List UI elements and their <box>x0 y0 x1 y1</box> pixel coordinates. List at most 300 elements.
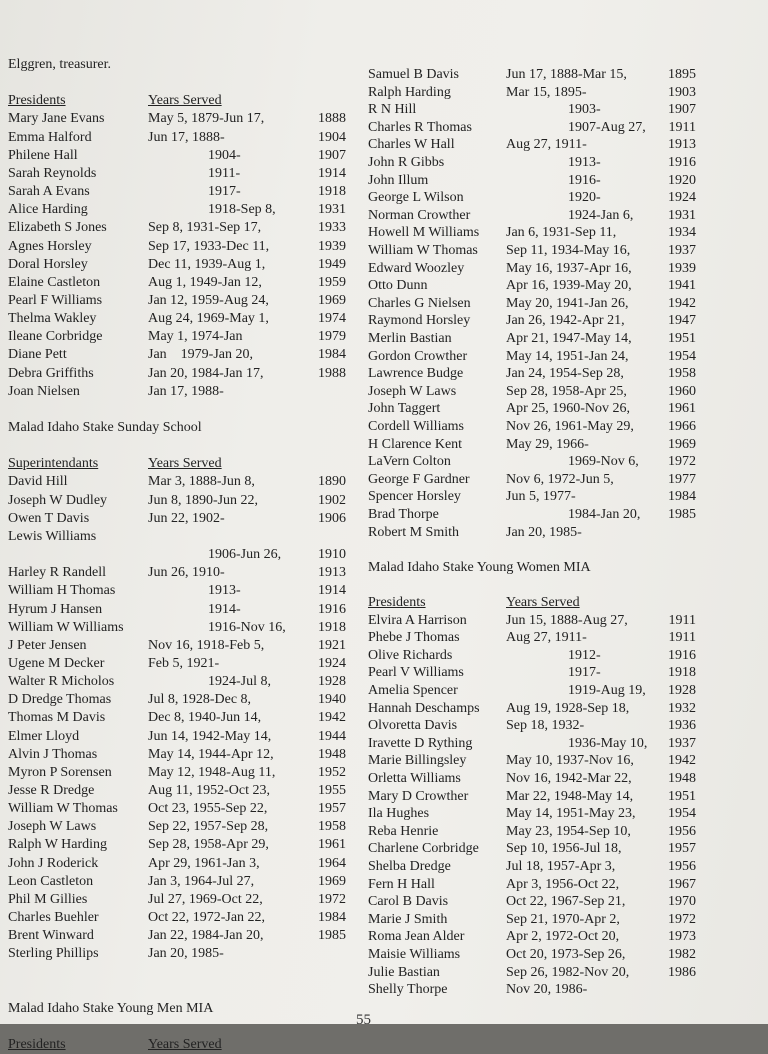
person-name: Ugene M Decker <box>8 655 105 671</box>
end-year: 1979 <box>318 329 346 345</box>
end-year: 1948 <box>318 746 346 762</box>
service-dates: 1920- <box>568 190 601 206</box>
service-dates: 1924-Jul 8, <box>208 674 271 690</box>
roster-row <box>368 207 708 225</box>
end-year: 1973 <box>668 929 696 945</box>
roster-row <box>8 510 348 528</box>
roster-row <box>368 506 708 524</box>
service-dates: May 23, 1954-Sep 10, <box>506 823 631 839</box>
person-name: Pearl F Williams <box>8 292 103 308</box>
person-name: Merlin Bastian <box>368 331 452 346</box>
person-name: Orletta Williams <box>368 771 461 786</box>
person-name: Harley R Randell <box>8 565 106 581</box>
service-dates: 1913- <box>568 155 601 170</box>
end-year: 1974 <box>318 311 346 327</box>
end-year: 1911 <box>668 119 696 135</box>
role-header: Presidents <box>8 93 66 109</box>
service-dates: 1918-Sep 8, <box>208 202 276 218</box>
roster-row <box>8 183 348 201</box>
column-headers <box>8 455 348 473</box>
person-name: Charles R Thomas <box>368 119 472 135</box>
roster-row <box>368 260 708 278</box>
roster-row <box>368 312 708 330</box>
end-year: 1941 <box>668 278 696 294</box>
person-name: Elvira A Harrison <box>368 612 467 628</box>
roster-row <box>368 541 708 559</box>
roster-row <box>8 619 348 637</box>
end-year: 1942 <box>668 753 696 769</box>
person-name: Julie Bastian <box>368 964 440 980</box>
service-dates: Nov 20, 1986- <box>506 982 588 998</box>
roster-row <box>368 664 708 682</box>
person-name: Thomas M Davis <box>8 710 106 726</box>
service-dates: Apr 29, 1961-Jan 3, <box>148 855 260 871</box>
person-name: Owen T Davis <box>8 510 90 526</box>
service-dates: Sep 28, 1958-Apr 25, <box>506 383 627 399</box>
service-dates: 1916-Nov 16, <box>208 619 286 635</box>
service-dates: Nov 16, 1918-Feb 5, <box>148 637 265 653</box>
roster-row <box>368 436 708 454</box>
end-year: 1951 <box>668 331 696 346</box>
roster-row <box>8 238 348 256</box>
roster-row <box>368 981 708 999</box>
end-year: 1984 <box>668 489 696 505</box>
roster-row <box>8 836 348 854</box>
roster-row <box>8 274 348 292</box>
end-year: 1969 <box>318 873 346 889</box>
roster-row <box>368 805 708 823</box>
end-year: 1947 <box>668 313 696 329</box>
end-year: 1970 <box>668 894 696 910</box>
roster-row <box>8 891 348 909</box>
roster-row <box>368 717 708 735</box>
end-year: 1913 <box>318 565 346 581</box>
end-year: 1918 <box>668 665 696 681</box>
roster-row <box>8 256 348 274</box>
end-year: 1959 <box>318 274 346 290</box>
person-name: Joseph W Dudley <box>8 492 108 508</box>
roster-row <box>8 74 348 92</box>
service-dates: 1914- <box>208 601 241 617</box>
person-name: John R Gibbs <box>368 155 445 170</box>
end-year: 1937 <box>668 243 696 258</box>
person-name: Thelma Wakley <box>8 311 97 327</box>
roster-row <box>8 147 348 165</box>
end-year: 1957 <box>668 841 696 857</box>
service-dates: Nov 6, 1972-Jun 5, <box>506 471 614 487</box>
page-number: 55 <box>356 1012 371 1028</box>
roster-row <box>8 855 348 873</box>
service-dates: Jan 20, 1984-Jan 17, <box>148 365 264 381</box>
person-name: Roma Jean Alder <box>368 929 465 945</box>
person-name: Norman Crowther <box>368 207 471 223</box>
roster-row <box>8 655 348 673</box>
end-year: 1951 <box>668 788 696 804</box>
service-dates: May 14, 1951-Jan 24, <box>506 348 629 364</box>
end-year: 1928 <box>668 683 696 698</box>
section-heading <box>8 1000 348 1018</box>
end-year: 1972 <box>318 891 346 907</box>
role-header: Presidents <box>8 1037 66 1053</box>
roster-row <box>8 964 348 982</box>
roster-row <box>368 524 708 542</box>
column-headers <box>8 92 348 110</box>
years-header: Years Served <box>148 93 222 109</box>
service-dates: May 12, 1948-Aug 11, <box>148 764 276 780</box>
service-dates: Jan 6, 1931-Sep 11, <box>506 225 617 241</box>
end-year: 1914 <box>318 583 346 599</box>
roster-row <box>368 911 708 929</box>
end-year: 1958 <box>318 819 346 835</box>
service-dates: 1936-May 10, <box>568 735 648 751</box>
service-dates: Nov 16, 1942-Mar 22, <box>506 771 632 786</box>
end-year: 1934 <box>668 225 696 241</box>
section-heading <box>8 419 348 437</box>
person-name: Maisie Williams <box>368 947 461 962</box>
end-year: 1966 <box>668 419 696 434</box>
end-year: 1932 <box>668 700 696 716</box>
person-name: Sarah A Evans <box>8 184 90 199</box>
roster-row <box>368 453 708 471</box>
service-dates: Jun 8, 1890-Jun 22, <box>148 492 259 508</box>
person-name: Jesse R Dredge <box>8 783 95 798</box>
person-name: Howell M Williams <box>368 225 480 241</box>
end-year: 1956 <box>668 859 696 874</box>
end-year: 1958 <box>668 366 696 382</box>
roster-row <box>8 800 348 818</box>
service-dates: Apr 25, 1960-Nov 26, <box>506 401 631 417</box>
service-dates: Aug 24, 1969-May 1, <box>148 311 269 327</box>
service-dates: Jan 20, 1985- <box>506 524 582 540</box>
person-name: George F Gardner <box>368 471 470 487</box>
roster-row <box>368 893 708 911</box>
roster-row <box>368 964 708 982</box>
end-year: 1954 <box>668 806 696 822</box>
roster-row <box>368 928 708 946</box>
service-dates: Oct 22, 1972-Jan 22, <box>148 910 266 925</box>
roster-row <box>8 219 348 237</box>
service-dates: Jun 5, 1977- <box>506 489 576 505</box>
person-name: William W Thomas <box>368 243 478 258</box>
roster-row <box>8 401 348 419</box>
person-name: Olvoretta Davis <box>368 718 458 734</box>
person-name: Alvin J Thomas <box>8 746 98 762</box>
end-year: 1916 <box>668 155 696 170</box>
service-dates: Jan 12, 1959-Aug 24, <box>148 292 269 308</box>
roster-row <box>368 682 708 700</box>
person-name: Ila Hughes <box>368 806 430 822</box>
roster-row <box>8 728 348 746</box>
person-name: J Peter Jensen <box>8 637 87 653</box>
service-dates: 1919-Aug 19, <box>568 683 646 698</box>
person-name: Elizabeth S Jones <box>8 220 107 236</box>
roster-row <box>368 876 708 894</box>
roster-row <box>8 310 348 328</box>
person-name: George L Wilson <box>368 190 464 206</box>
end-year: 1911 <box>668 630 696 646</box>
end-year: 1904 <box>318 129 346 145</box>
roster-row <box>368 348 708 366</box>
end-year: 1916 <box>318 601 346 617</box>
roster-row <box>8 473 348 491</box>
end-year: 1961 <box>318 837 346 853</box>
person-name: Amelia Spencer <box>368 683 458 698</box>
person-name: David Hill <box>8 474 68 490</box>
end-year: 1918 <box>318 619 346 635</box>
person-name: Leon Castleton <box>8 873 94 889</box>
roster-row <box>368 946 708 964</box>
service-dates: 1984-Jan 20, <box>568 507 641 522</box>
person-name: Shelly Thorpe <box>368 982 448 998</box>
person-name: Phebe J Thomas <box>368 630 460 646</box>
person-name: Raymond Horsley <box>368 313 471 329</box>
person-name: Samuel B Davis <box>368 67 459 82</box>
end-year: 1924 <box>668 190 696 206</box>
service-dates: Sep 22, 1957-Sep 28, <box>148 819 269 835</box>
end-year: 1948 <box>668 771 696 786</box>
end-year: 1924 <box>318 655 346 671</box>
roster-row <box>8 564 348 582</box>
heading-text: Malad Idaho Stake Young Men MIA <box>8 1000 214 1016</box>
end-year: 1931 <box>668 207 696 223</box>
end-year: 1940 <box>318 692 346 708</box>
person-name: Ileane Corbridge <box>8 329 103 345</box>
service-dates: May 5, 1879-Jun 17, <box>148 111 265 127</box>
person-name: Myron P Sorensen <box>8 764 112 780</box>
person-name: Joseph W Laws <box>8 819 97 835</box>
end-year: 1969 <box>668 436 696 452</box>
roster-row <box>368 84 708 102</box>
person-name: Fern H Hall <box>368 876 435 892</box>
service-dates: Jan 26, 1942-Apr 21, <box>506 313 625 329</box>
roster-row <box>368 752 708 770</box>
roster-row <box>8 328 348 346</box>
person-name: Doral Horsley <box>8 256 88 272</box>
end-year: 1972 <box>668 911 696 927</box>
roster-row <box>8 1018 348 1036</box>
service-dates: May 14, 1951-May 23, <box>506 806 636 822</box>
service-dates: May 1, 1974-Jan <box>148 329 243 345</box>
service-dates: Apr 21, 1947-May 14, <box>506 331 632 346</box>
person-name: Sarah Reynolds <box>8 165 97 181</box>
person-name: Iravette D Rything <box>368 735 473 751</box>
service-dates: Jan 1979-Jan 20, <box>148 347 253 363</box>
service-dates: Jun 26, 1910- <box>148 565 225 581</box>
roster-row <box>8 201 348 219</box>
end-year: 1939 <box>668 260 696 276</box>
roster-row <box>368 295 708 313</box>
person-name: Elaine Castleton <box>8 274 101 290</box>
end-year: 1972 <box>668 454 696 470</box>
person-name: Charlene Corbridge <box>368 841 479 857</box>
service-dates: 1903- <box>568 102 601 118</box>
person-name: Diane Pett <box>8 347 67 363</box>
person-name: H Clarence Kent <box>368 436 463 452</box>
years-header: Years Served <box>148 456 222 472</box>
person-name: Otto Dunn <box>368 278 428 294</box>
roster-row <box>368 488 708 506</box>
roster-row <box>8 492 348 510</box>
roster-row <box>8 129 348 147</box>
roster-row <box>8 383 348 401</box>
service-dates: Mar 22, 1948-May 14, <box>506 788 634 804</box>
person-name: Mary D Crowther <box>368 788 469 804</box>
service-dates: Jul 8, 1928-Dec 8, <box>148 692 252 708</box>
service-dates: 1916- <box>568 172 601 188</box>
end-year: 1964 <box>318 855 346 871</box>
end-year: 1937 <box>668 735 696 751</box>
service-dates: May 29, 1966- <box>506 436 589 452</box>
end-year: 1913 <box>668 137 696 153</box>
person-name: William W Thomas <box>8 801 118 817</box>
service-dates: Mar 15, 1895- <box>506 84 587 100</box>
service-dates: Sep 18, 1932- <box>506 718 585 734</box>
person-name: Mary Jane Evans <box>8 111 105 127</box>
person-name: John J Roderick <box>8 855 99 871</box>
service-dates: Dec 11, 1939-Aug 1, <box>148 256 266 272</box>
end-year: 1954 <box>668 348 696 364</box>
service-dates: Sep 10, 1956-Jul 18, <box>506 841 622 857</box>
person-name: Ralph Harding <box>368 84 451 100</box>
person-name: Pearl V Williams <box>368 665 464 681</box>
end-year: 1910 <box>318 547 346 562</box>
person-name: Alice Harding <box>8 202 88 218</box>
roster-row <box>8 782 348 800</box>
end-year: 1921 <box>318 637 346 653</box>
roster-row <box>368 383 708 401</box>
end-year: 1902 <box>318 492 346 508</box>
service-dates: May 20, 1941-Jan 26, <box>506 295 629 311</box>
roster-row <box>8 873 348 891</box>
service-dates: Feb 5, 1921- <box>148 655 220 671</box>
roster-row <box>368 66 708 84</box>
service-dates: Jun 17, 1888- <box>148 129 225 145</box>
roster-row <box>368 189 708 207</box>
service-dates: 1907-Aug 27, <box>568 119 646 135</box>
column-headers <box>368 594 708 612</box>
roster-row <box>8 546 348 564</box>
roster-row <box>368 700 708 718</box>
person-name: Shelba Dredge <box>368 859 451 874</box>
roster-row <box>368 471 708 489</box>
end-year: 1957 <box>318 801 346 817</box>
person-name: Joseph W Laws <box>368 383 457 399</box>
years-header: Years Served <box>506 595 580 610</box>
end-year: 1931 <box>318 202 346 218</box>
end-year: 1969 <box>318 292 346 308</box>
end-year: 1986 <box>668 964 696 980</box>
roster-row <box>368 224 708 242</box>
end-year: 1952 <box>318 764 346 780</box>
person-name: Hannah Deschamps <box>368 700 480 716</box>
roster-row <box>8 691 348 709</box>
person-name: Brent Winward <box>8 928 94 944</box>
roster-row <box>368 823 708 841</box>
role-header: Presidents <box>368 595 426 610</box>
roster-row <box>368 365 708 383</box>
service-dates: Aug 19, 1928-Sep 18, <box>506 700 630 716</box>
person-name: Edward Woozley <box>368 260 465 276</box>
end-year: 1942 <box>668 295 696 311</box>
roster-row <box>368 858 708 876</box>
service-dates: May 16, 1937-Apr 16, <box>506 260 632 276</box>
roster-row <box>8 110 348 128</box>
service-dates: Aug 11, 1952-Oct 23, <box>148 783 270 798</box>
service-dates: Jan 24, 1954-Sep 28, <box>506 366 624 382</box>
service-dates: Oct 23, 1955-Sep 22, <box>148 801 268 817</box>
service-dates: 1912- <box>568 647 601 663</box>
service-dates: Mar 3, 1888-Jun 8, <box>148 474 255 490</box>
roster-row <box>8 818 348 836</box>
service-dates: Oct 22, 1967-Sep 21, <box>506 894 626 910</box>
end-year: 1895 <box>668 67 696 82</box>
service-dates: Jun 15, 1888-Aug 27, <box>506 612 628 628</box>
end-year: 1967 <box>668 876 696 892</box>
person-name: Marie J Smith <box>368 911 448 927</box>
end-year: 1933 <box>318 220 346 236</box>
service-dates: 1917- <box>568 665 601 681</box>
end-year: 1918 <box>318 184 346 199</box>
service-dates: Nov 26, 1961-May 29, <box>506 419 634 434</box>
service-dates: 1913- <box>208 583 241 599</box>
service-dates: Jan 22, 1984-Jan 20, <box>148 928 264 944</box>
end-year: 1914 <box>318 165 346 181</box>
person-name: Olive Richards <box>368 647 453 663</box>
roster-row <box>8 709 348 727</box>
roster-row <box>8 982 348 1000</box>
person-name: William H Thomas <box>8 583 116 599</box>
end-year: 1961 <box>668 401 696 417</box>
person-name: Debra Griffiths <box>8 365 94 381</box>
roster-row <box>8 746 348 764</box>
roster-row <box>368 629 708 647</box>
end-year: 1942 <box>318 710 346 726</box>
person-name: D Dredge Thomas <box>8 692 112 708</box>
service-dates: 1917- <box>208 184 241 199</box>
service-dates: Dec 8, 1940-Jun 14, <box>148 710 262 726</box>
roster-row <box>8 56 348 74</box>
person-name: Charles W Hall <box>368 137 455 153</box>
person-name: Elggren, treasurer. <box>8 57 112 72</box>
roster-row <box>8 165 348 183</box>
person-name: Sterling Phillips <box>8 946 99 962</box>
end-year: 1890 <box>318 474 346 490</box>
roster-row <box>8 945 348 963</box>
roster-row <box>368 840 708 858</box>
service-dates: Aug 27, 1911- <box>506 630 587 646</box>
person-name: Charles G Nielsen <box>368 295 471 311</box>
end-year: 1928 <box>318 674 346 690</box>
person-name: John Taggert <box>368 401 441 417</box>
roster-row <box>8 582 348 600</box>
roster-row <box>8 764 348 782</box>
end-year: 1985 <box>668 507 696 522</box>
person-name: Joan Nielsen <box>8 383 80 399</box>
person-name: Agnes Horsley <box>8 238 92 254</box>
service-dates: Sep 11, 1934-May 16, <box>506 243 631 258</box>
person-name: Spencer Horsley <box>368 489 461 505</box>
end-year: 1906 <box>318 510 346 526</box>
service-dates: Apr 16, 1939-May 20, <box>506 278 632 294</box>
end-year: 1988 <box>318 365 346 381</box>
roster-row <box>8 437 348 455</box>
roster-row <box>368 119 708 137</box>
service-dates: Apr 3, 1956-Oct 22, <box>506 876 620 892</box>
end-year: 1984 <box>318 347 346 363</box>
end-year: 1984 <box>318 910 346 925</box>
service-dates: Sep 8, 1931-Sep 17, <box>148 220 262 236</box>
service-dates: Sep 17, 1933-Dec 11, <box>148 238 270 254</box>
